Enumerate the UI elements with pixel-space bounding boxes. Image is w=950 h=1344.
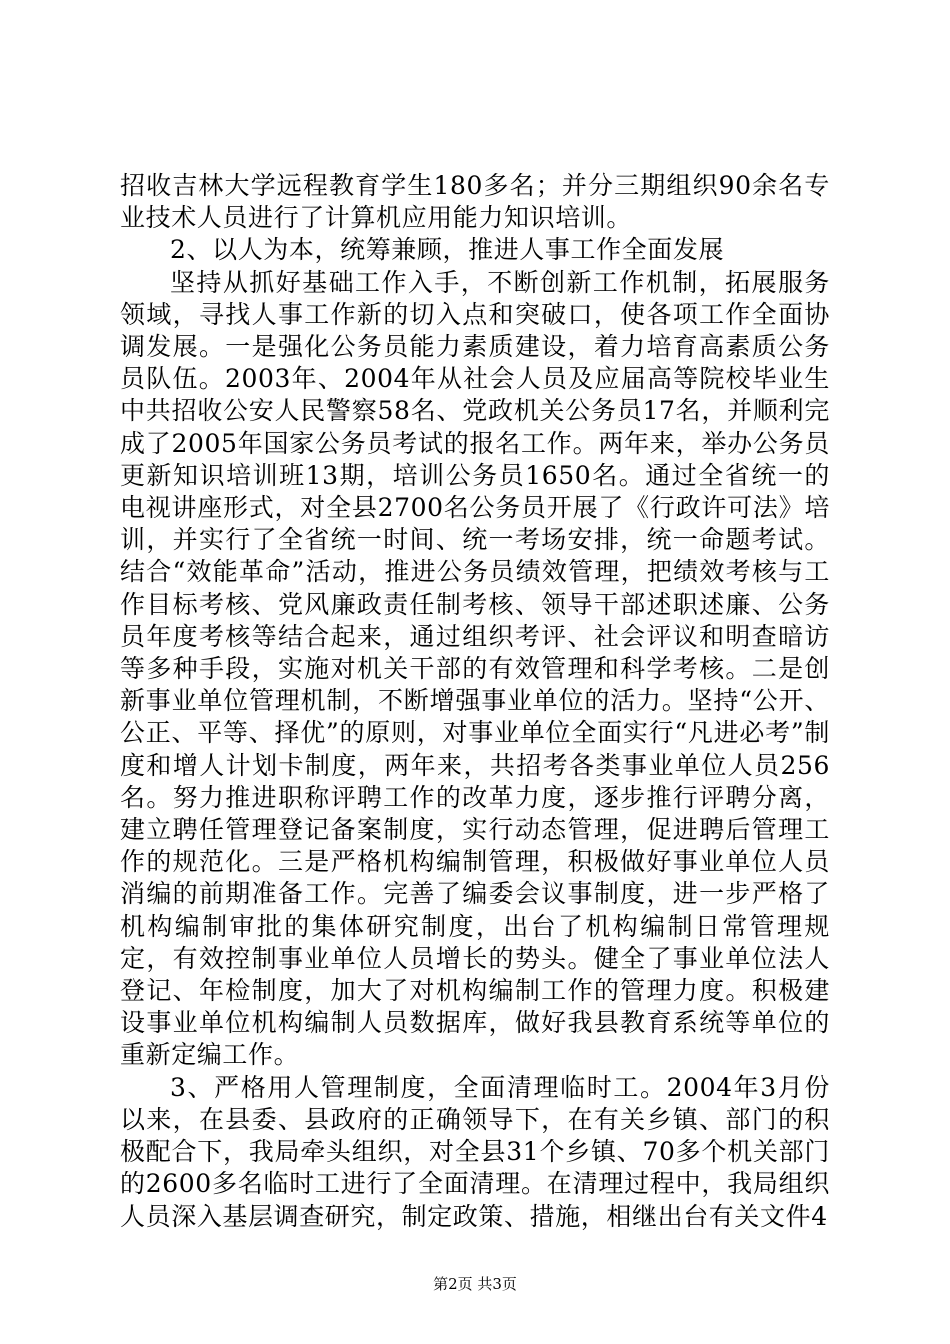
paragraph-temporary-worker-cleanup: 3、严格用人管理制度，全面清理临时工。2004年3月份以来，在县委、县政府的正确领导下，在有关乡镇、部门的积极配合下，我局牵头组织，对全县31个乡镇、70多个机关部门的2600多名临时工进行了全面清理。在清理过程中，我局组织人员深入基层调查研究，制定政策、措施，相继出台有关文件4 (120, 1072, 830, 1231)
paragraph-training-continued: 招收吉林大学远程教育学生180多名；并分三期组织90余名专业技术人员进行了计算机应用能力知识培训。 (120, 171, 830, 233)
document-body (120, 170, 830, 1233)
page-number-footer: 第2页 共3页 (433, 1275, 517, 1293)
section-heading-personnel-development: 2、以人为本，统筹兼顾，推进人事工作全面发展 (170, 235, 725, 265)
paragraph-work-mechanism: 坚持从抓好基础工作入手，不断创新工作机制，拓展服务领域，寻找人事工作新的切入点和突破口，使各项工作全面协调发展。一是强化公务员能力素质建设，着力培育高素质公务员队伍。2003年、2004年从社会人员及应届高等院校毕业生中共招收公安人民警察58名、党政机关公务员17名，并顺利完成了2005年国家公务员考试的报名工作。两年来，举办公务员更新知识培训班13期，培训公务员1650名。通过全省统一的电视讲座形式，对全县2700名公务员开展了《行政许可法》培训，并实行了全省统一时间、统一考场安排，统一命题考试。结合“效能革命”活动，推进公务员绩效管理，把绩效考核与工作目标考核、党风廉政责任制考核、领导干部述职述廉、公务员年度考核等结合起来，通过组织考评、社会评议和明查暗访等多种手段，实施对机关干部的有效管理和科学考核。二是创新事业单位管理机制，不断增强事业单位的活力。坚持“公开、公正、平等、择优”的原则，对事业单位全面实行“凡进必考”制度和增人计划卡制度，两年来，共招考各类事业单位人员256名。努力推进职称评聘工作的改革力度，逐步推行评聘分离，建立聘任管理登记备案制度，实行动态管理，促进聘后管理工作的规范化。三是严格机构编制管理，积极做好事业单位人员消编的前期准备工作。完善了编委会议事制度，进一步严格了机构编制审批的集体研究制度，出台了机构编制日常管理规定，有效控制事业单位人员增长的势头。健全了事业单位法人登记、年检制度，加大了对机构编制工作的管理力度。积极建设事业单位机构编制人员数据库，做好我县教育系统等单位的重新定编工作。 (120, 267, 830, 1070)
